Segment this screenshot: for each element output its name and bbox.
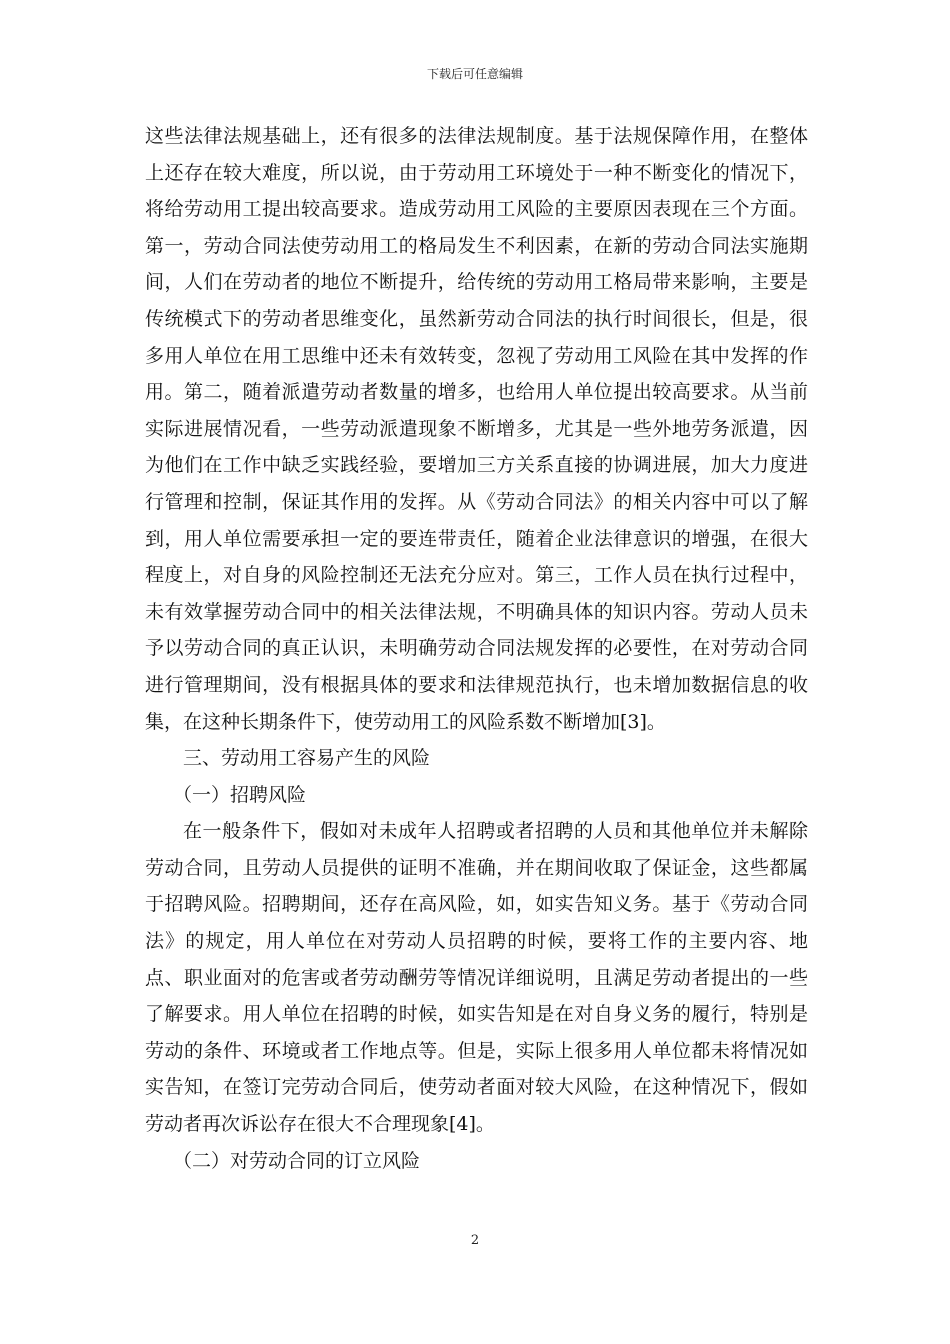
subheading-contract-risk: （二）对劳动合同的订立风险	[173, 1149, 421, 1172]
page-header-note: 下载后可任意编辑	[426, 67, 523, 81]
section-heading-risks: 三、劳动用工容易产生的风险	[183, 747, 431, 770]
body-paragraph-causes: 这些法律法规基础上，还有很多的法律法规制度。基于法规保障作用，在整体上还存在较大难度，所以说，由于劳动用工环境处于一种不断变化的情况下，将给劳动用工提出较高要求。造成劳动用工风险的主要原因表现在三个方面。第一，劳动合同法使劳动用工的格局发生不利因素，在新的劳动合同法实施期间，人们在劳动者的地位不断提升，给传统的劳动用工格局带来影响，主要是传统模式下的劳动者思维变化，虽然新劳动合同法的执行时间很长，但是，很多用人单位在用工思维中还未有效转变，忽视了劳动用工风险在其中发挥的作用。第二，随着派遣劳动者数量的增多，也给用人单位提出较高要求。从当前实际进展情况看，一些劳动派遣现象不断增多，尤其是一些外地劳务派遣，因为他们在工作中缺乏实践经验，要增加三方关系直接的协调进展，加大力度进行管理和控制，保证其作用的发挥。从《劳动合同法》的相关内容中可以了解到，用人单位需要承担一定的要连带责任，随着企业法律意识的增强，在很大程度上，对自身的风险控制还无法充分应对。第三，工作人员在执行过程中，未有效掌握劳动合同中的相关法律法规，不明确具体的知识内容。劳动人员未予以劳动合同的真正认识，未明确劳动合同法规发挥的必要性，在对劳动合同进行管理期间，没有根据具体的要求和法律规范执行，也未增加数据信息的收集，在这种长期条件下，使劳动用工的风险系数不断增加[3]。	[145, 125, 808, 733]
document-body	[145, 118, 808, 1179]
subheading-recruitment-risk: （一）招聘风险	[173, 783, 307, 806]
body-paragraph-recruitment: 在一般条件下，假如对未成年人招聘或者招聘的人员和其他单位并未解除劳动合同，且劳动人员提供的证明不准确，并在期间收取了保证金，这些都属于招聘风险。招聘期间，还存在高风险，如，如实告知义务。基于《劳动合同法》的规定，用人单位在对劳动人员招聘的时候，要将工作的主要内容、地点、职业面对的危害或者劳动酬劳等情况详细说明，且满足劳动者提出的一些了解要求。用人单位在招聘的时候，如实告知是在对自身义务的履行，特别是劳动的条件、环境或者工作地点等。但是，实际上很多用人单位都未将情况如实告知，在签订完劳动合同后，使劳动者面对较大风险，在这种情况下，假如劳动者再次诉讼存在很大不合理现象[4]。	[145, 820, 808, 1136]
page-number: 2	[470, 1233, 480, 1248]
